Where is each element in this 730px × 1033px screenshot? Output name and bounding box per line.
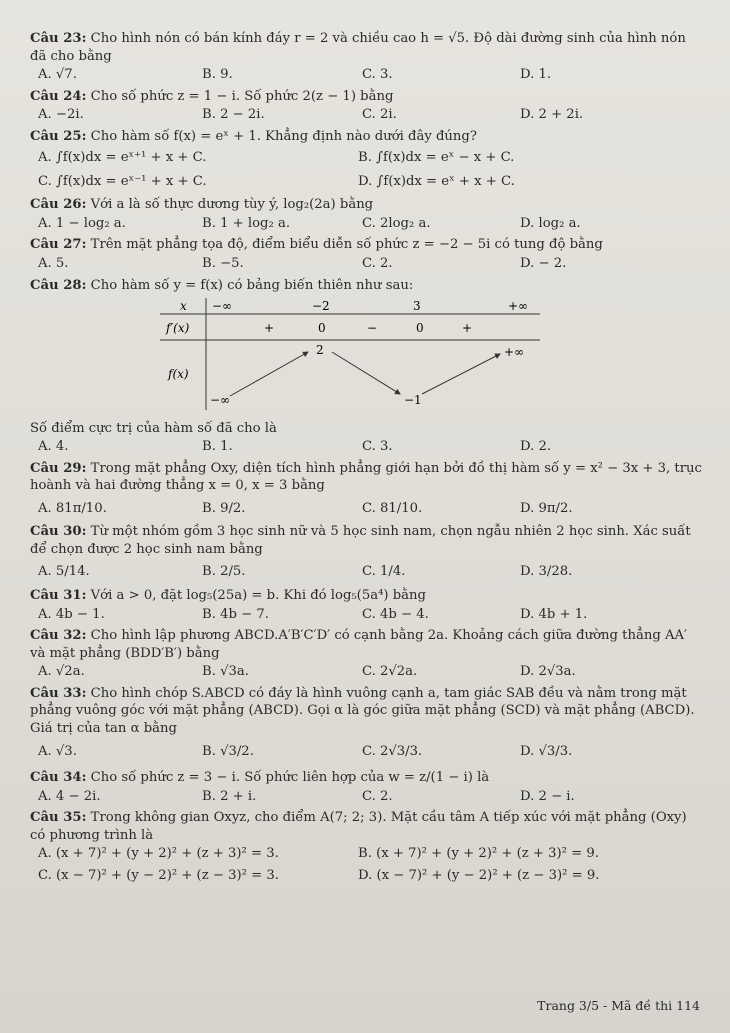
x-value: −2 [312,299,330,314]
option-c: C. 3. [362,67,393,83]
question-25 [30,128,702,191]
option-c: C. 4b − 4. [362,606,429,622]
question-stem: Cho hình lập phương ABCD.A′B′C′D′ có cạnh bằng 2a. Khoảng cách giữa đường thẳng AA′ và mặt phẳng (BDD′B′) bằng [30,628,687,661]
option-b: B. 2/5. [202,564,246,580]
fprime-sign: + [264,321,275,336]
option-a: A. 81π/10. [38,500,107,516]
page-footer: Trang 3/5 - Mã đề thi 114 [537,998,700,1014]
question-number: Câu 33: [30,685,87,701]
question-stem: Trong không gian Oxyz, cho điểm A(7; 2; 3). Mặt cầu tâm A tiếp xúc với mặt phẳng (Oxy) có phương trình là [30,810,687,843]
f-value: +∞ [504,345,525,360]
option-a: A. (x + 7)² + (y + 2)² + (z + 3)² = 3. [38,846,279,862]
option-d: D. 2 − i. [520,788,575,804]
question-stem: Trong mặt phẳng Oxy, diện tích hình phẳng giới hạn bởi đồ thị hàm số y = x² − 3x + 3, trục hoành và hai đường thẳng x = 0, x = 3 bằng [30,460,702,494]
fprime-label: f′(x) [166,321,190,336]
question-stem: Cho hàm số y = f(x) có bảng biến thiên như sau: [90,277,414,293]
fprime-sign: − [367,321,378,336]
option-b: B. 9/2. [202,500,246,516]
option-a: A. 5. [38,256,69,272]
option-d: D. √3/3. [520,744,573,760]
option-b: B. 1 + log₂ a. [202,215,291,231]
option-a: A. ∫f(x)dx = eˣ⁺¹ + x + C. [38,150,207,166]
fprime-sign: + [462,321,473,336]
question-number: Câu 31: [30,588,87,604]
option-b: B. −5. [202,256,244,272]
option-c: C. 2√2a. [362,664,418,680]
option-b: B. √3a. [202,664,249,680]
option-b: B. √3/2. [202,744,254,760]
option-b: B. 2 + i. [202,788,257,804]
option-c: C. 1/4. [362,564,406,580]
option-c: C. 2i. [362,107,397,123]
f-value: −1 [404,393,422,408]
option-a: A. 1 − log₂ a. [38,215,126,231]
question-number: Câu 25: [30,128,87,144]
increase-arrow [422,354,500,394]
question-26 [30,196,702,232]
decrease-arrow [332,352,400,394]
option-a: A. √2a. [38,664,85,680]
x-value: −∞ [212,299,233,314]
question-stem: Cho số phức z = 3 − i. Số phức liên hợp của w = z/(1 − i) là [90,769,490,785]
option-d: D. log₂ a. [520,215,581,231]
option-c: C. 2log₂ a. [362,215,431,231]
option-d: D. (x − 7)² + (y − 2)² + (z − 3)² = 9. [358,867,600,883]
question-stem: Từ một nhóm gồm 3 học sinh nữ và 5 học sinh nam, chọn ngẫu nhiên 2 học sinh. Xác suất để chọn được 2 học sinh nam bằng [30,524,691,557]
question-28 [30,277,702,456]
question-followup: Số điểm cực trị của hàm số đã cho là [30,420,277,436]
option-b: B. 1. [202,439,233,455]
option-a: A. −2i. [38,107,84,123]
question-stem: Cho hàm số f(x) = eˣ + 1. Khẳng định nào dưới đây đúng? [90,128,477,144]
question-27 [30,236,702,272]
option-d: D. − 2. [520,256,567,272]
question-number: Câu 29: [30,460,87,476]
variation-table-svg [160,298,540,410]
x-label: x [180,299,187,314]
fprime-sign: 0 [318,321,326,336]
question-number: Câu 32: [30,628,87,644]
question-stem: Cho số phức z = 1 − i. Số phức 2(z − 1) bằng [90,88,394,104]
option-c: C. 2√3/3. [362,744,423,760]
increase-arrow [230,352,308,396]
option-a: A. 4 − 2i. [38,788,101,804]
question-number: Câu 24: [30,88,87,104]
question-stem: Với a là số thực dương tùy ý, log₂(2a) bằng [90,197,374,213]
question-23 [30,30,702,84]
option-a: A. √7. [38,67,77,83]
question-number: Câu 30: [30,524,87,540]
question-stem: Cho hình nón có bán kính đáy r = 2 và chiều cao h = √5. Độ dài đường sinh của hình nón đã cho bằng [30,31,686,64]
option-d: D. 2 + 2i. [520,107,584,123]
option-b: B. 2 − 2i. [202,107,265,123]
f-value: 2 [316,343,324,358]
option-d: D. 1. [520,67,552,83]
option-b: B. (x + 7)² + (y + 2)² + (z + 3)² = 9. [358,846,599,862]
f-label: f(x) [168,367,189,382]
variation-table [160,298,702,416]
option-a: A. 4. [38,439,69,455]
option-b: B. 9. [202,67,233,83]
f-value: −∞ [210,393,231,408]
option-d: D. ∫f(x)dx = eˣ + x + C. [358,173,515,189]
option-a: A. √3. [38,744,77,760]
question-30 [30,523,702,581]
question-34 [30,769,702,805]
question-number: Câu 28: [30,277,87,293]
option-b: B. 4b − 7. [202,606,269,622]
option-d: D. 9π/2. [520,500,573,516]
option-a: A. 5/14. [38,564,90,580]
option-d: D. 2. [520,439,552,455]
question-stem: Cho hình chóp S.ABCD có đáy là hình vuông cạnh a, tam giác SAB đều và nằm trong mặt phẳng vuông góc với mặt phẳng (ABCD). Gọi α là góc giữa mặt phẳng (SCD) và mặt phẳng (ABCD). Giá trị của tan α bằng [30,685,695,736]
question-stem: Với a > 0, đặt log₅(25a) = b. Khi đó log₅(5a⁴) bằng [90,588,426,604]
option-c: C. 81/10. [362,500,423,516]
question-35 [30,809,702,884]
question-number: Câu 34: [30,769,87,785]
question-29 [30,460,702,518]
question-33 [30,685,702,761]
option-c: C. 2. [362,788,393,804]
question-number: Câu 23: [30,31,87,46]
question-31 [30,587,702,623]
x-value: 3 [413,299,421,314]
question-number: Câu 35: [30,810,87,826]
x-value: +∞ [508,299,529,314]
option-c: C. (x − 7)² + (y − 2)² + (z − 3)² = 3. [38,867,279,883]
option-a: A. 4b − 1. [38,606,105,622]
option-b: B. ∫f(x)dx = eˣ − x + C. [358,150,515,166]
option-c: C. 2. [362,256,393,272]
option-c: C. 3. [362,439,393,455]
option-d: D. 2√3a. [520,664,576,680]
question-24 [30,88,702,124]
fprime-sign: 0 [416,321,424,336]
question-number: Câu 27: [30,237,87,253]
option-c: C. ∫f(x)dx = eˣ⁻¹ + x + C. [38,173,207,189]
option-d: D. 4b + 1. [520,606,588,622]
question-number: Câu 26: [30,197,87,213]
question-32 [30,627,702,681]
question-stem: Trên mặt phẳng tọa độ, điểm biểu diễn số phức z = −2 − 5i có tung độ bằng [90,237,603,253]
option-d: D. 3/28. [520,564,573,580]
